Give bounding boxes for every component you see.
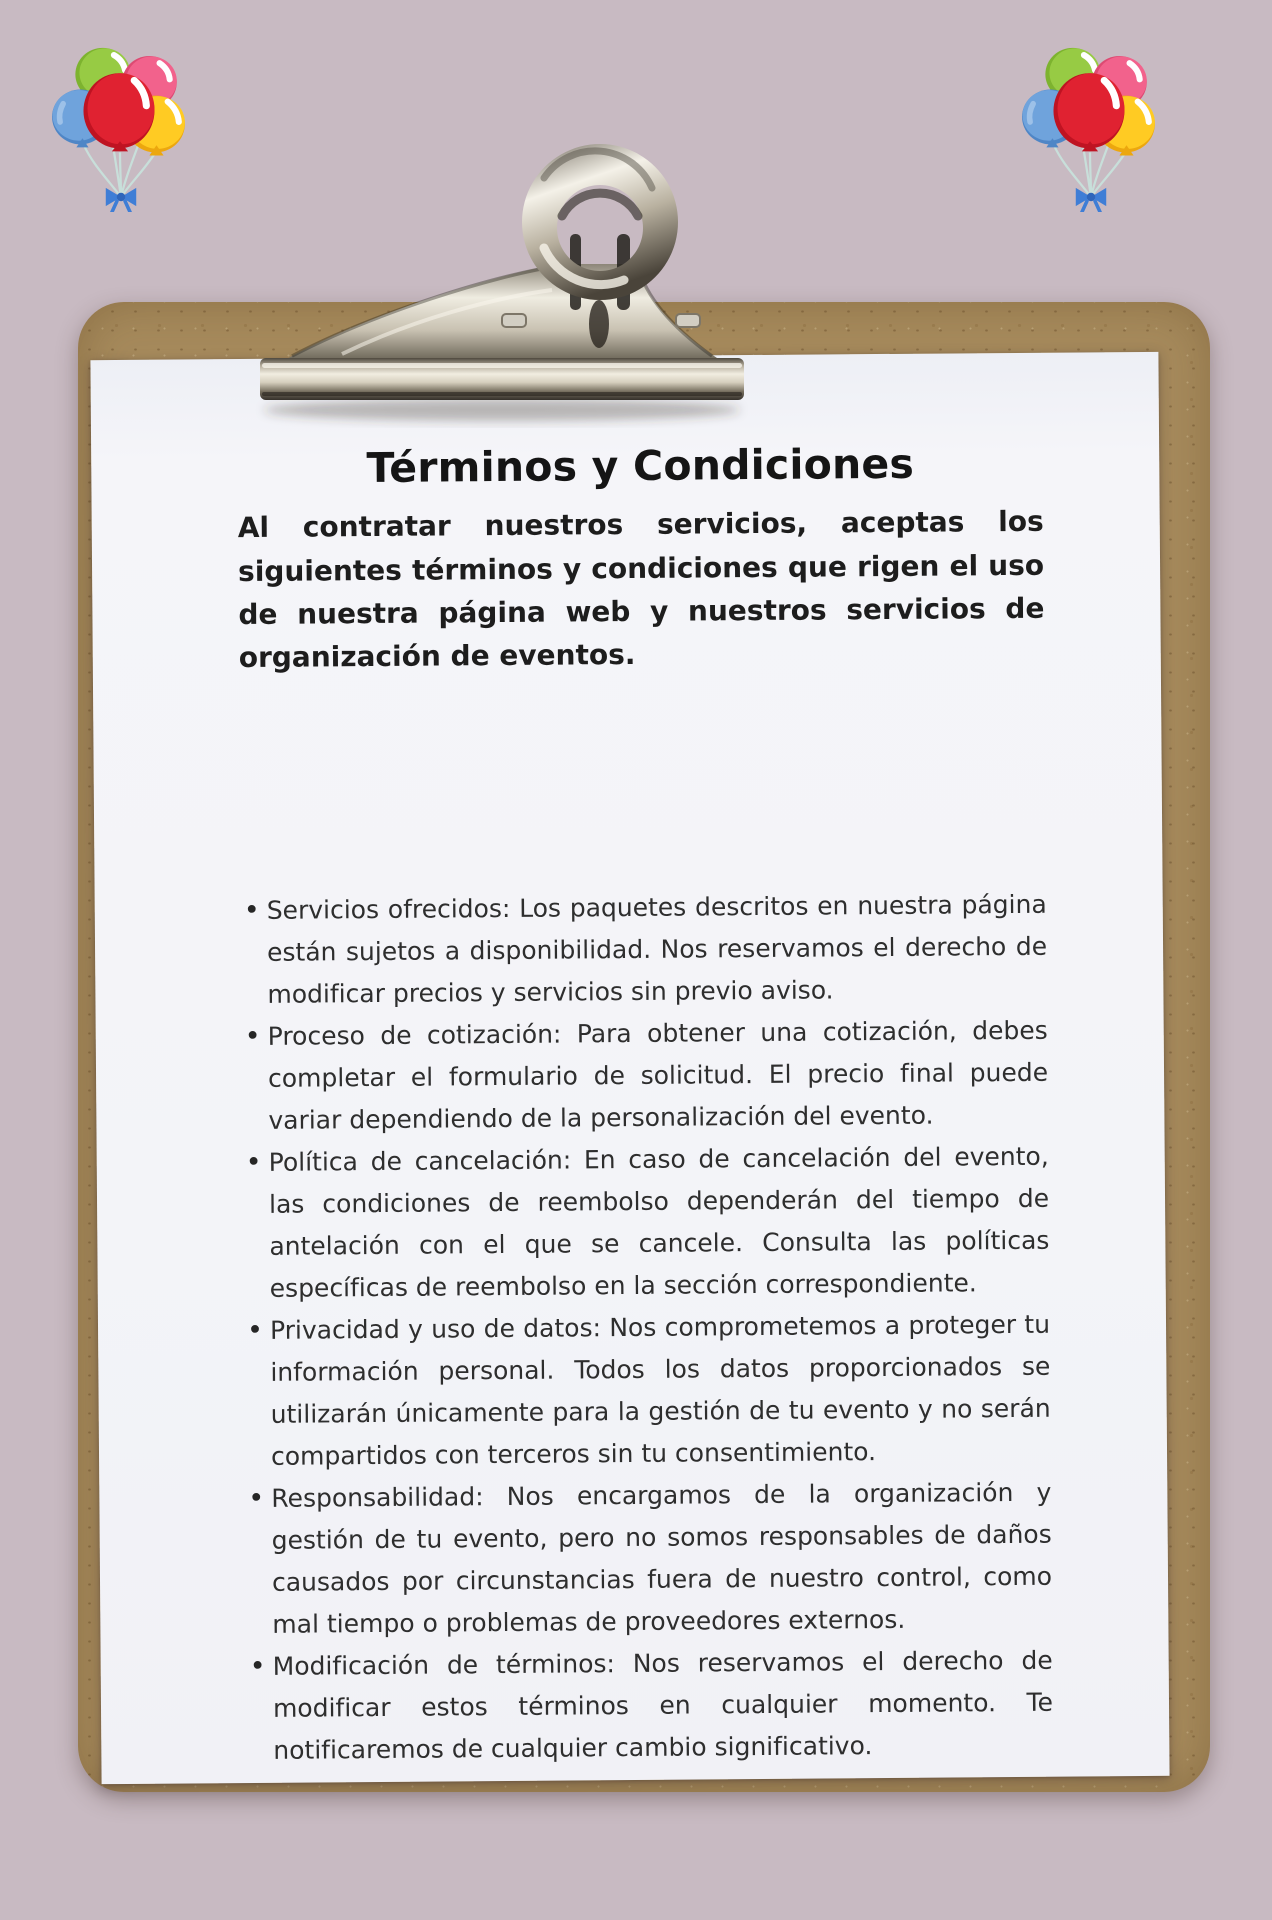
clipboard-clip-icon bbox=[252, 118, 752, 430]
page-title: Términos y Condiciones bbox=[366, 439, 915, 493]
balloons-icon bbox=[1020, 36, 1162, 212]
list-item: • Servicios ofrecidos: Los paquetes descritos en nuestra página están sujetos a disponibilidad. Nos reservamos el derecho de modificar precios y servicios sin previo aviso. bbox=[241, 883, 1048, 1015]
document-content bbox=[237, 440, 1053, 1772]
terms-list bbox=[241, 883, 1054, 1771]
list-item: • Proceso de cotización: Para obtener una cotización, debes completar el formulario de solicitud. El precio final puede variar dependiendo de la personalización del evento. bbox=[242, 1009, 1049, 1141]
list-item: • Política de cancelación: En caso de cancelación del evento, las condiciones de reembolso dependerán del tiempo de antelación con el que se cancele. Consulta las políticas específicas de reembolso en la sección correspondiente. bbox=[243, 1135, 1050, 1309]
list-item: • Modificación de términos: Nos reservamos el derecho de modificar estos términos en cualquier momento. Te notificaremos de cualquier cambio significativo. bbox=[247, 1639, 1054, 1771]
list-item: • Responsabilidad: Nos encargamos de la organización y gestión de tu evento, pero no somos responsables de daños causados por circunstancias fuera de nuestro control, como mal tiempo o problemas de proveedores externos. bbox=[245, 1471, 1052, 1645]
list-item: • Privacidad y uso de datos: Nos comprometemos a proteger tu información personal. Todos los datos proporcionados se utilizarán únicamente para la gestión de tu evento y no serán compartidos con terceros sin tu consentimiento. bbox=[244, 1303, 1051, 1477]
balloons-icon bbox=[50, 36, 192, 212]
document-sheet bbox=[90, 352, 1169, 1784]
intro-paragraph: Al contratar nuestros servicios, aceptas los siguientes términos y condiciones que rigen el uso de nuestra página web y nuestros servicios de organización de eventos. bbox=[237, 504, 1045, 675]
